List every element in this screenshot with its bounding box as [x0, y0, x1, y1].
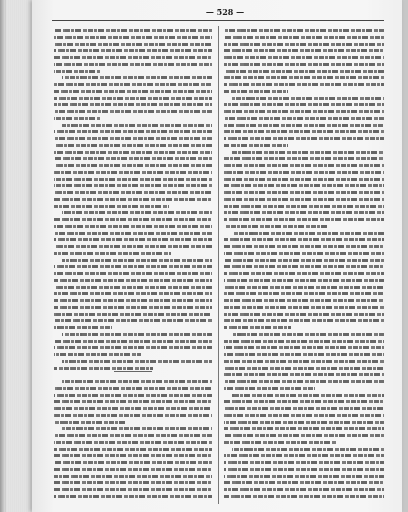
text-line [54, 184, 212, 187]
book-block-edge [6, 0, 33, 512]
text-line [224, 110, 384, 113]
text-line [224, 198, 384, 201]
text-line [224, 76, 384, 79]
text-line [54, 232, 212, 235]
text-line [62, 76, 212, 79]
text-line [54, 441, 212, 444]
text-line [54, 225, 212, 228]
text-line [224, 171, 384, 174]
text-line [232, 448, 384, 451]
text-line [54, 164, 212, 167]
text-line [54, 103, 212, 106]
text-line [62, 427, 212, 430]
text-line [224, 353, 384, 356]
text-line [224, 205, 384, 208]
text-line [54, 245, 212, 248]
text-line [54, 36, 212, 39]
text-line [224, 427, 384, 430]
text-line [232, 97, 384, 100]
text-line [224, 164, 384, 167]
text-line [54, 434, 212, 437]
text-line [54, 448, 212, 451]
text-line [54, 178, 212, 181]
text-line [224, 252, 384, 255]
text-line [54, 265, 212, 268]
text-line [54, 353, 141, 356]
text-line [54, 279, 212, 282]
text-line [54, 340, 212, 343]
text-line [224, 495, 384, 498]
text-line [54, 394, 212, 397]
text-line [224, 461, 384, 464]
text-line [224, 259, 384, 262]
text-line [54, 151, 212, 154]
text-line [54, 144, 212, 147]
text-line [224, 286, 384, 289]
text-line [54, 252, 171, 255]
text-line [224, 178, 384, 181]
text-line [54, 191, 212, 194]
text-line [224, 272, 384, 275]
text-line [224, 184, 384, 187]
text-line [232, 232, 384, 235]
text-line [54, 346, 212, 349]
page-number: — 528 — [205, 7, 245, 17]
text-line [54, 198, 212, 201]
text-line [54, 70, 100, 73]
text-line [224, 56, 384, 59]
text-line [224, 157, 384, 160]
text-column-left [54, 27, 212, 505]
text-line [224, 49, 384, 52]
text-line [224, 488, 384, 491]
text-line [224, 90, 288, 93]
text-line [54, 90, 212, 93]
text-line [54, 117, 100, 120]
text-line [54, 488, 212, 491]
text-line [224, 340, 384, 343]
text-line [224, 387, 315, 390]
text-line [224, 245, 384, 248]
text-line [54, 56, 212, 59]
text-line [224, 225, 327, 228]
text-line [224, 191, 384, 194]
text-line [62, 211, 212, 214]
text-line [54, 238, 212, 241]
text-line [224, 124, 384, 127]
text-line [232, 151, 384, 154]
text-line [224, 218, 384, 221]
text-line [62, 380, 212, 383]
text-line [54, 326, 112, 329]
text-line [224, 454, 384, 457]
text-line [54, 110, 212, 113]
text-line [224, 380, 384, 383]
text-line [232, 394, 384, 397]
text-line [224, 103, 384, 106]
text-line [54, 313, 212, 316]
text-line [224, 326, 291, 329]
text-line [224, 117, 384, 120]
text-line [224, 360, 384, 363]
text-line [62, 259, 212, 262]
text-line [54, 292, 212, 295]
text-line [62, 360, 212, 363]
text-column-right [224, 27, 384, 505]
text-line [54, 29, 212, 32]
text-line [54, 137, 212, 140]
text-line [224, 481, 384, 484]
text-line [54, 468, 212, 471]
text-line [54, 43, 212, 46]
text-line [54, 286, 212, 289]
text-line [54, 387, 212, 390]
text-line [224, 367, 384, 370]
text-line [54, 421, 126, 424]
text-line [54, 157, 212, 160]
text-line [54, 306, 212, 309]
text-line [224, 434, 384, 437]
text-line [224, 238, 384, 241]
text-line [224, 130, 384, 133]
text-line [54, 171, 212, 174]
text-line [224, 421, 384, 424]
text-line [224, 279, 384, 282]
text-line [54, 319, 212, 322]
text-line [224, 407, 384, 410]
text-line [224, 299, 384, 302]
text-line [54, 83, 212, 86]
text-line [224, 475, 384, 478]
text-line [54, 400, 212, 403]
text-line [54, 49, 212, 52]
header-rule [52, 20, 384, 21]
text-line [224, 83, 384, 86]
text-line [224, 414, 384, 417]
text-line [54, 407, 212, 410]
text-line [62, 124, 212, 127]
text-line [54, 461, 212, 464]
text-line [62, 333, 212, 336]
text-line [224, 468, 384, 471]
text-line [224, 346, 384, 349]
section-separator [114, 371, 152, 372]
text-line [54, 367, 153, 370]
text-line [224, 144, 288, 147]
text-line [224, 36, 384, 39]
text-line [224, 70, 384, 73]
column-divider [218, 26, 219, 504]
text-line [224, 137, 384, 140]
text-line [224, 400, 384, 403]
text-line [224, 319, 384, 322]
text-line [224, 211, 384, 214]
text-line [54, 63, 212, 66]
text-line [54, 272, 212, 275]
text-line [54, 218, 212, 221]
text-line [224, 29, 384, 32]
text-line [54, 475, 212, 478]
text-line [224, 265, 384, 268]
text-line [54, 481, 212, 484]
text-line [224, 292, 384, 295]
text-line [224, 313, 384, 316]
text-line [224, 373, 384, 376]
text-line [54, 97, 212, 100]
text-line [232, 333, 384, 336]
text-line [54, 205, 169, 208]
text-line [224, 43, 384, 46]
text-line [54, 130, 212, 133]
text-line [224, 441, 337, 444]
text-line [54, 414, 212, 417]
text-line [54, 299, 212, 302]
text-line [54, 495, 212, 498]
text-line [54, 454, 212, 457]
text-line [224, 306, 384, 309]
text-line [224, 63, 384, 66]
